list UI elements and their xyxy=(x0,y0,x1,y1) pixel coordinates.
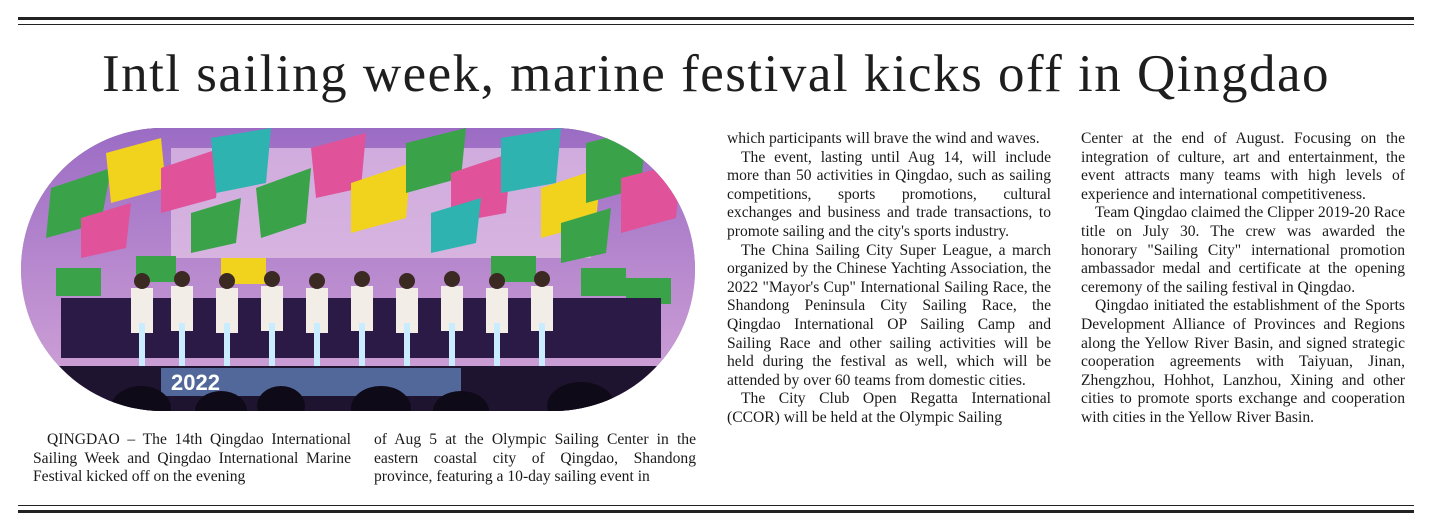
article-column-4 xyxy=(1081,130,1405,428)
ceremony-photo xyxy=(21,128,695,411)
article-column-3 xyxy=(727,130,1051,428)
col4-para2: Team Qingdao claimed the Clipper 2019-20 Race title on July 30. The crew was awarded the honorary "Sailing City" international promotion ambassador medal and certificate at the opening ceremony of the sailing festival in Qingdao. xyxy=(1081,204,1405,296)
col3-cont: which participants will brave the wind and waves. xyxy=(727,130,1040,147)
article-column-2 xyxy=(374,431,696,487)
col4-para3: Qingdao initiated the establishment of the Sports Development Alliance of Provinces and Regions along the Yellow River Basin, and signed strategic cooperation agreements with Taiyuan, Jinan, Zhengzhou, Hohhot, Lanzhou, Xining and other cities to promote sports exchange and cooperation with cities in the Yellow River Basin. xyxy=(1081,297,1405,426)
col3-para2: The event, lasting until Aug 14, will include more than 50 activities in Qingdao, such as sailing competitions, sports promotions, cultural exchanges and business and trade transactions, to promote sailing and the city's sports industry. xyxy=(727,148,1051,240)
bottom-rule-thick xyxy=(18,510,1414,513)
col1-para1: The 14th Qingdao International Sailing Week and Qingdao International Marine Festival kicked off on the evening xyxy=(33,431,352,486)
stage-banner-text: 2022 xyxy=(171,370,220,395)
dateline: QINGDAO – xyxy=(47,431,143,448)
article-column-1 xyxy=(33,431,351,487)
top-rule-thin xyxy=(18,24,1414,25)
bottom-rule-thin xyxy=(18,505,1414,506)
headline: Intl sailing week, marine festival kicks off in Qingdao xyxy=(101,45,1331,103)
col3-para3: The China Sailing City Super League, a march organized by the Chinese Yachting Association, the 2022 "Mayor's Cup" International Sailing Race, the Shandong Peninsula City Sailing Race, the Qingdao International OP Sailing Camp and Sailing Race and other sailing activities will be held during the festival as well, which will be attended by over 60 teams from domestic cities. xyxy=(727,241,1051,389)
col4-cont: Center at the end of August. Focusing on the integration of culture, art and entertainment, the event attracts many teams with high levels of experience and international competitiveness. xyxy=(1081,130,1405,203)
top-rule-thick xyxy=(18,17,1414,20)
col3-para4: The City Club Open Regatta International (CCOR) will be held at the Olympic Sailing xyxy=(727,390,1051,426)
ceremony-illustration xyxy=(21,128,695,411)
col2-para1: of Aug 5 at the Olympic Sailing Center in the eastern coastal city of Qingdao, Shandong province, featuring a 10-day sailing event in xyxy=(374,431,696,486)
